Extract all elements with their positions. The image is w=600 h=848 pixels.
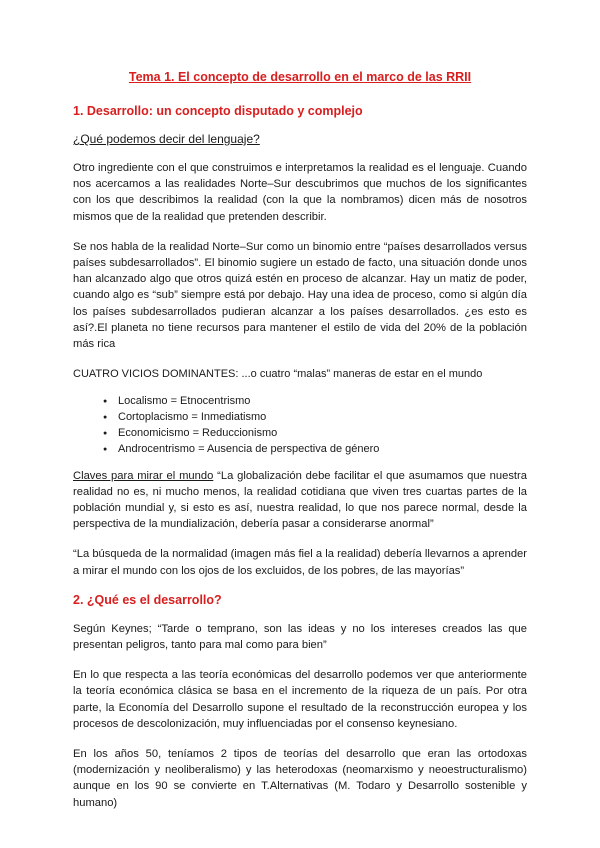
section-2-heading: 2. ¿Qué es el desarrollo?	[73, 592, 222, 607]
list-item: ● Cortoplacismo = Inmediatismo	[103, 410, 527, 426]
paragraph-norte-sur: Se nos habla de la realidad Norte–Sur como un binomio entre “países desarrollados versus países subdesarrollados”. El binomio sugiere un estado de facto, una situación donde unos han alcanzado algo que otros quizá estén en proceso de alcanzar. Hay un matiz de poder, cuando algo es “sub” siempre está por debajo. Hay una idea de proceso, como si algún día los países subdesarrollados pudieran alcanzar a los países desarrollados. ¿es esto es así?.El planeta no tiene recursos para mantener el estilo de vida del 20% de la población más rica	[73, 240, 527, 351]
paragraph-keynes: Según Keynes; “Tarde o temprano, son las ideas y no los intereses creados las que presentan peligros, tanto para mal como para bien”	[73, 622, 527, 652]
document-title: Tema 1. El concepto de desarrollo en el marco de las RRII	[128, 70, 472, 84]
list-item: ● Economicismo = Reduccionismo	[103, 426, 527, 442]
list-item: ● Androcentrismo = Ausencia de perspectiva de género	[103, 442, 527, 458]
paragraph-language: Otro ingrediente con el que construimos e interpretamos la realidad es el lenguaje. Cuando nos acercamos a las realidades Norte–Sur descubrimos que muchos de los significantes con los que describimos la realidad (con la que la nombramos) dicen más de nosotros mismos que de la realidad que pretenden describir.	[73, 162, 527, 223]
paragraph-claves	[73, 468, 527, 533]
list-item: ● Localismo = Etnocentrismo	[103, 394, 527, 410]
vicios-list	[73, 394, 527, 457]
paragraph-anos-50: En los años 50, teníamos 2 tipos de teorías del desarrollo que eran las ortodoxas (modernización y neoliberalismo) y las heterodoxas (neomarxismo y neoestructuralismo) aunque en los 90 se convierte en T.Alternativas (M. Todaro y Desarrollo sostenible y humano)	[73, 748, 527, 809]
paragraph-normalidad-quote: “La búsqueda de la normalidad (imagen más fiel a la realidad) debería llevarnos a aprender a mirar el mundo con los ojos de los excluidos, de los pobres, de las mayorías”	[73, 548, 527, 577]
language-question: ¿Qué podemos decir del lenguaje?	[73, 132, 260, 146]
section-1-heading: 1. Desarrollo: un concepto disputado y complejo	[73, 104, 363, 118]
paragraph-teoria-economica: En lo que respecta a las teoría económicas del desarrollo podemos ver que anteriormente la teoría económica clásica se basa en el incremento de la riqueza de un país. Por otra parte, la Economía del Desarrollo supone el resultado de la reconstrucción europea y los procesos de descolonización, muy influenciadas por el consenso keynesiano.	[73, 669, 527, 730]
vicios-intro: CUATRO VICIOS DOMINANTES: ...o cuatro “malas” maneras de estar en el mundo	[73, 368, 483, 381]
claves-text: “La globalización debe facilitar el que asumamos que nuestra realidad no es, ni mucho menos, la realidad cotidiana que viven tres cuartas partes de la población mundial y, si esto es así, nuestra realidad, lo que nos parece normal, desde la perspectiva de la mundialización, debería pasar a considerarse anormal”	[73, 469, 527, 531]
claves-label: Claves para mirar el mundo	[73, 469, 214, 482]
